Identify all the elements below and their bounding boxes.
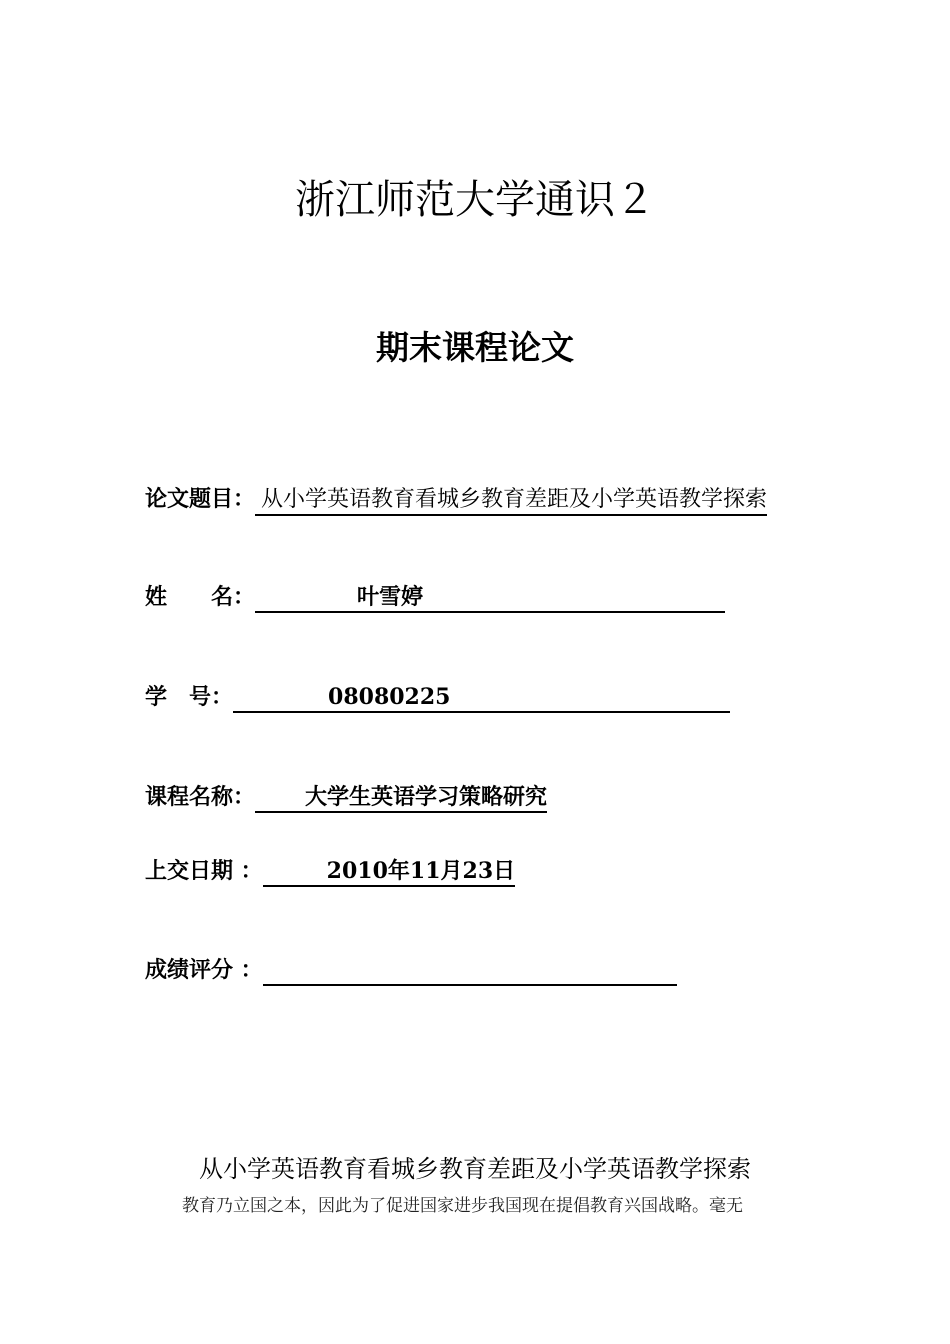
student-id-row <box>145 682 730 713</box>
date-label: 上交日期 ： <box>145 858 263 884</box>
article-first-line: 教育乃立国之本，因此为了促进国家进步我国现在提倡教育兴国战略。毫无 <box>182 1196 743 1216</box>
grade-label: 成绩评分 ： <box>145 957 263 983</box>
cover-title: 浙江师范大学通识２ <box>295 177 655 223</box>
cover-subtitle: 期末课程论文 <box>376 328 574 367</box>
topic-label: 论文题目： <box>145 486 256 512</box>
student-id-value: 08080225 <box>233 683 730 713</box>
grade-value <box>263 956 677 986</box>
course-row <box>145 782 547 813</box>
date-value: 2010年11月23日 <box>263 857 515 887</box>
topic-value: 从小学英语教育看城乡教育差距及小学英语教学探索 <box>255 486 767 516</box>
name-row <box>145 582 725 613</box>
article-heading: 从小学英语教育看城乡教育差距及小学英语教学探索 <box>199 1155 751 1183</box>
topic-row <box>145 484 767 516</box>
course-label: 课程名称： <box>145 784 256 810</box>
date-row <box>145 856 515 887</box>
name-label: 姓 名： <box>145 584 256 610</box>
name-value: 叶雪婷 <box>255 583 725 613</box>
student-id-label: 学 号： <box>145 684 234 710</box>
grade-row <box>145 955 677 986</box>
course-value: 大学生英语学习策略研究 <box>255 783 547 813</box>
